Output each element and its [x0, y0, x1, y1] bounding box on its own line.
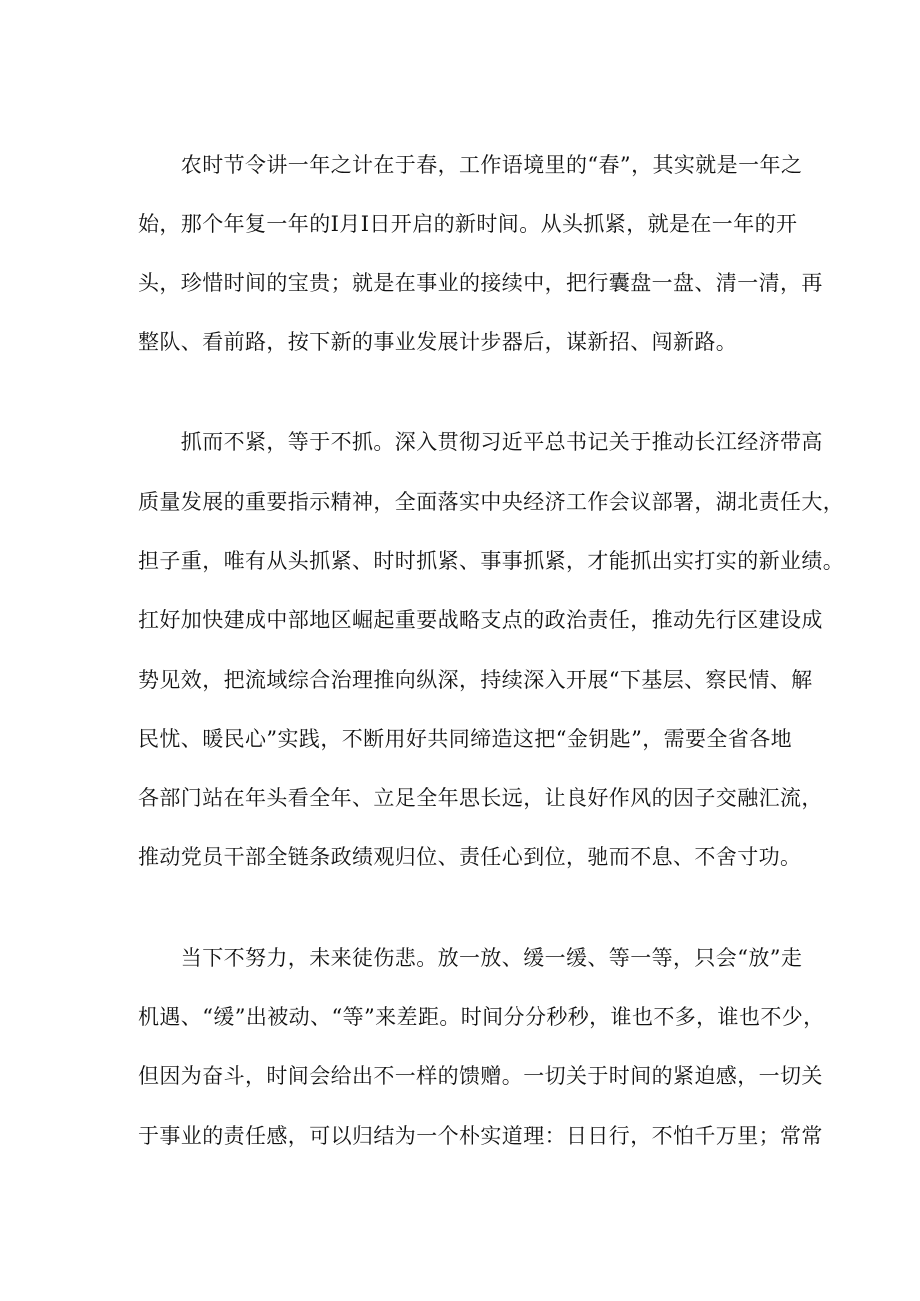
paragraph-2-line-4: 扛好加快建成中部地区崛起重要战略支点的政治责任，推动先行区建设成 [138, 608, 823, 632]
paragraph-1-line-3: 头，珍惜时间的宝贵；就是在事业的接续中，把行囊盘一盘、清一清，再 [138, 271, 823, 295]
paragraph-3-line-1: 当下不努力，未来徒伤悲。放一放、缓一缓、等一等，只会“放”走 [138, 946, 803, 970]
paragraph-2-line-8: 推动党员干部全链条政绩观归位、责任心到位，驰而不息、不舍寸功。 [138, 845, 802, 869]
paragraph-1-line-1: 农时节令讲一年之计在于春，工作语境里的“春”，其实就是一年之 [138, 153, 803, 177]
paragraph-2-line-7: 各部门站在年头看全年、立足全年思长远，让良好作风的因子交融汇流， [138, 786, 823, 810]
paragraph-2-line-1: 抓而不紧，等于不抓。深入贯彻习近平总书记关于推动长江经济带高 [138, 430, 823, 454]
paragraph-3-line-3: 但因为奋斗，时间会给出不一样的馈赠。一切关于时间的紧迫感，一切关 [138, 1064, 823, 1088]
paragraph-2-line-5: 势见效，把流域综合治理推向纵深，持续深入开展“下基层、察民情、解 [138, 668, 813, 692]
paragraph-3-line-2: 机遇、“缓”出被动、“等”来差距。时间分分秒秒，谁也不多，谁也不少， [138, 1005, 825, 1029]
paragraph-2-line-6: 民忧、暖民心”实践，不断用好共同缔造这把“金钥匙”，需要全省各地 [138, 727, 793, 751]
paragraph-2-line-2: 质量发展的重要指示精神，全面落实中央经济工作会议部署，湖北责任大， [138, 490, 845, 514]
paragraph-1-line-2: 始，那个年复一年的Ⅰ月Ⅰ日开启的新时间。从头抓紧，就是在一年的开 [138, 212, 798, 236]
paragraph-2-line-3: 担子重，唯有从头抓紧、时时抓紧、事事抓紧，才能抓出实打实的新业绩。 [138, 549, 845, 573]
paragraph-1-line-4: 整队、看前路，按下新的事业发展计步器后，谋新招、闯新路。 [138, 330, 738, 354]
paragraph-3-line-4: 于事业的责任感，可以归结为一个朴实道理：日日行，不怕千万里；常常 [138, 1124, 823, 1148]
